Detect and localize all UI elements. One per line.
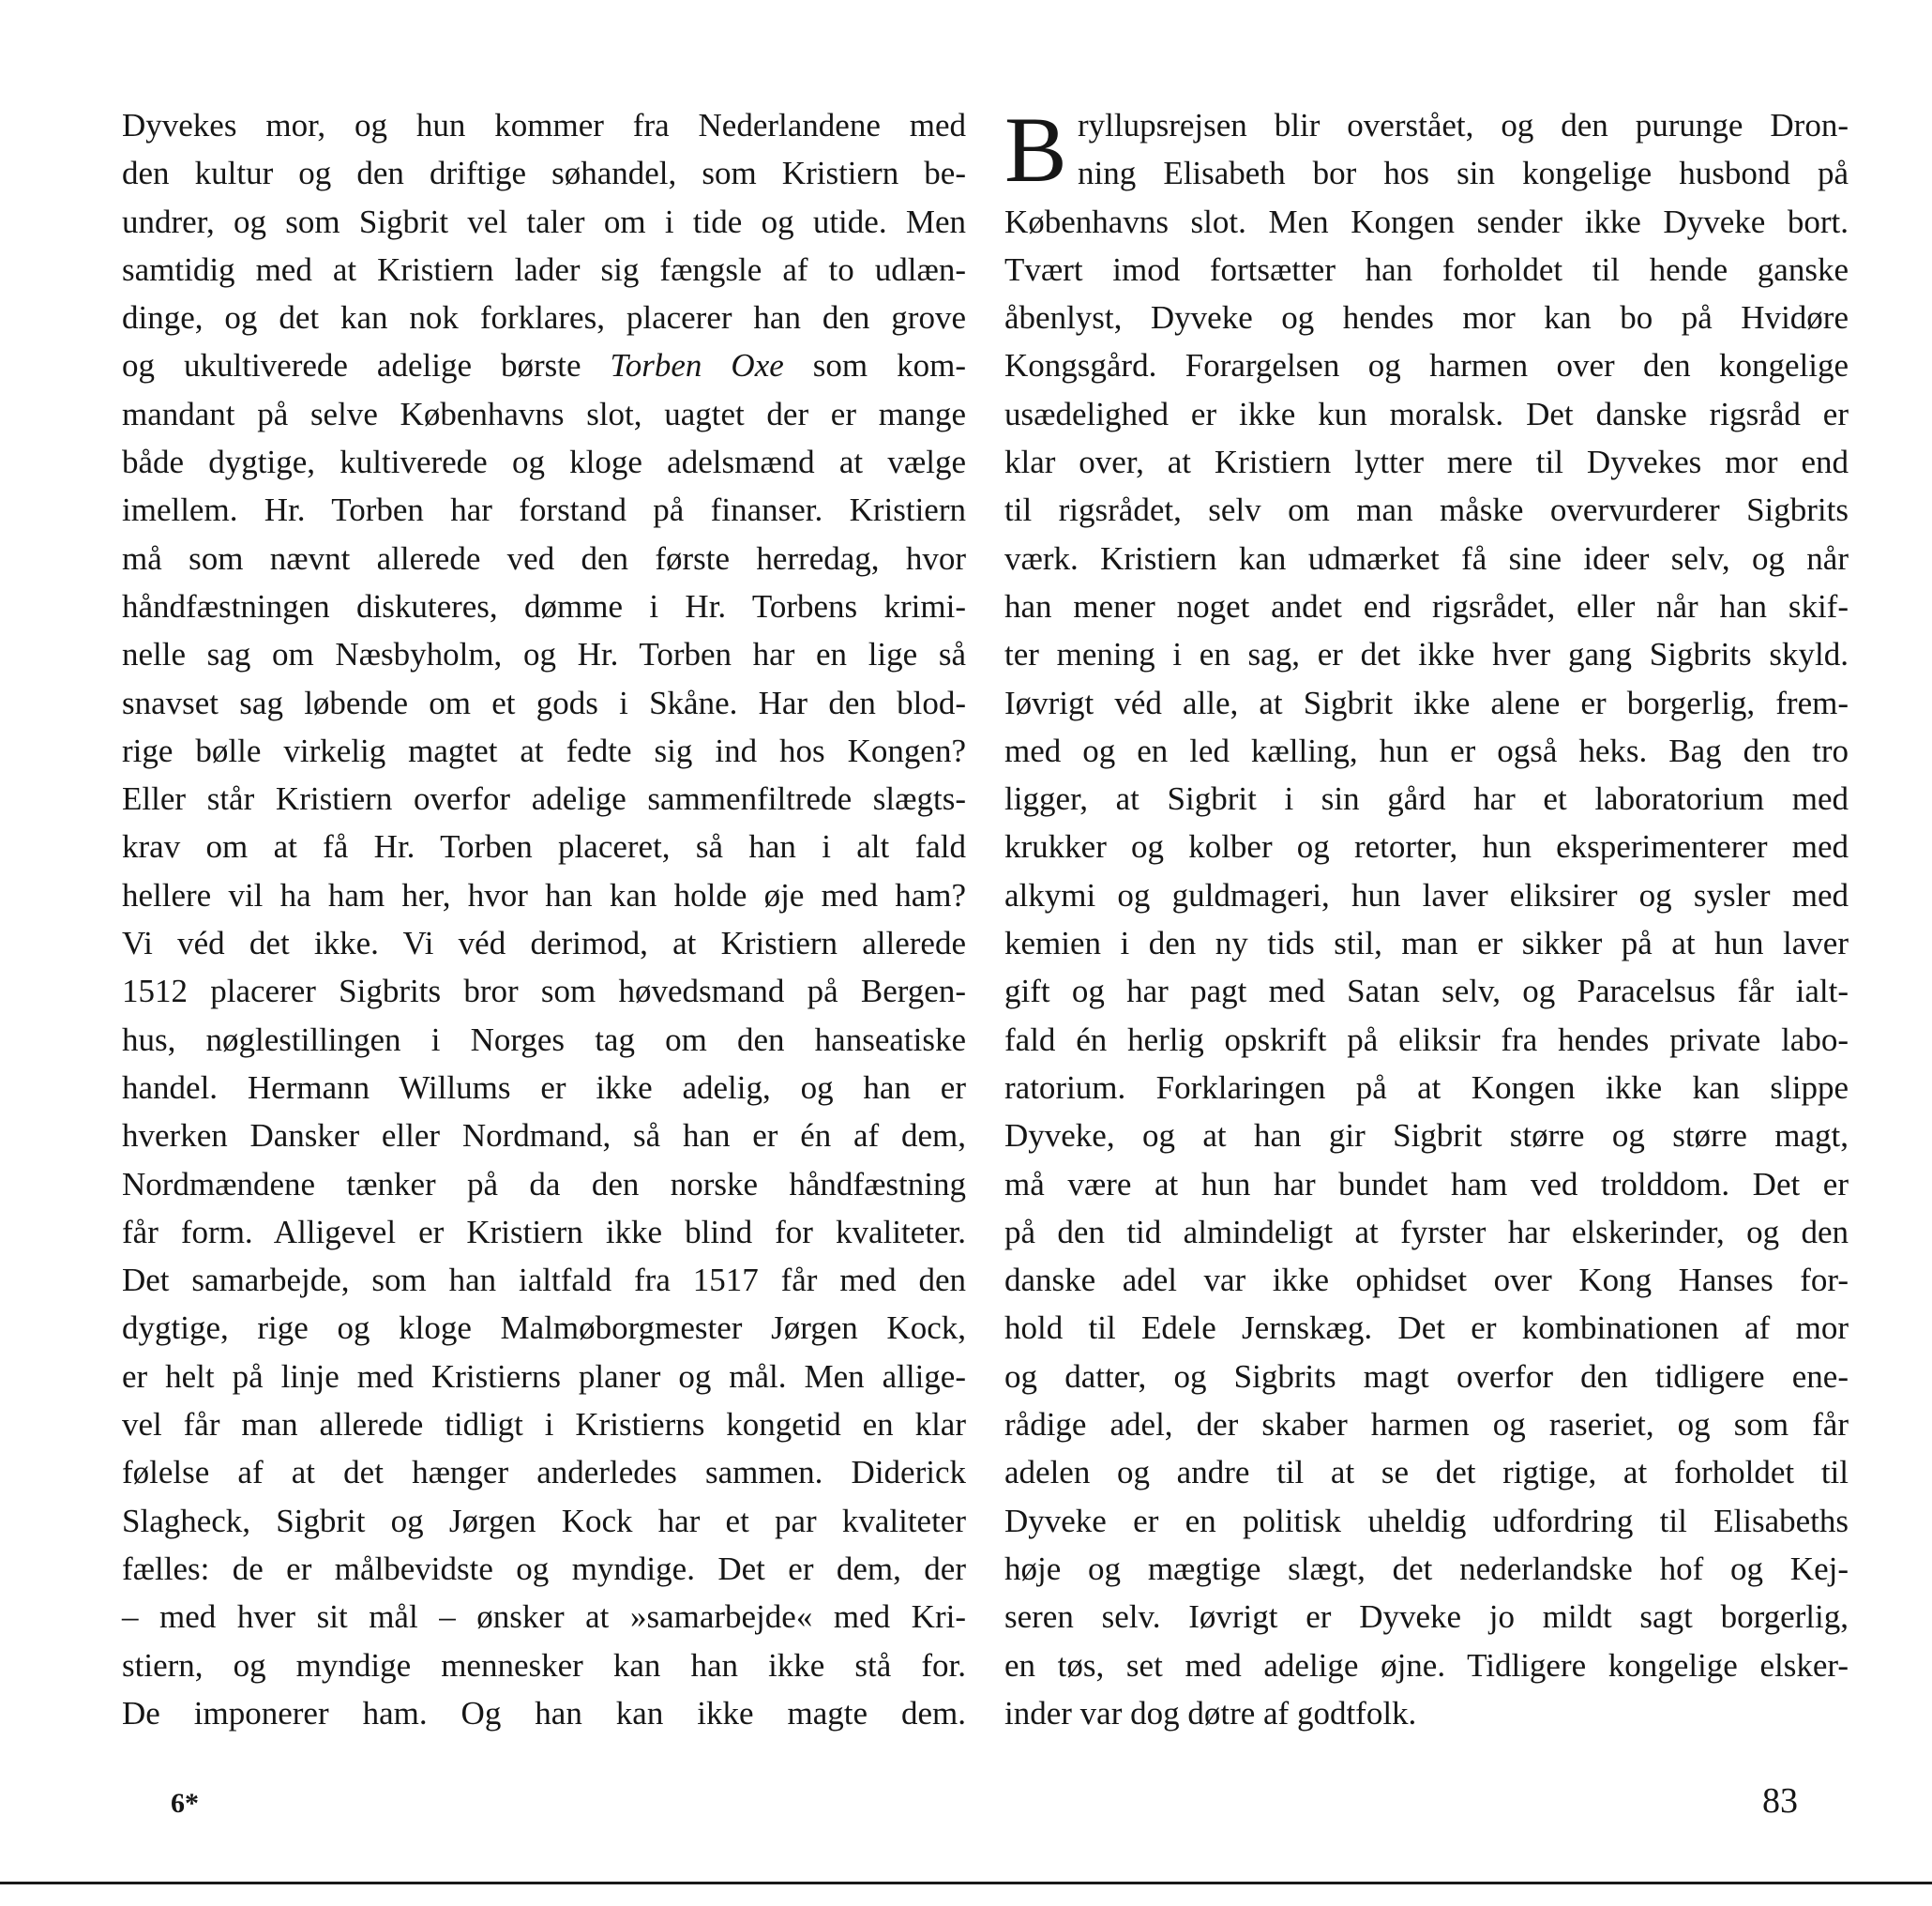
text-line: undrer, og som Sigbrit vel taler om i tide og utide. Men: [122, 203, 966, 240]
text-line: høje og mægtige slægt, det nederlandske hof og Kej-: [1004, 1550, 1849, 1587]
text-line: både dygtige, kultiverede og kloge adelsmænd at vælge: [122, 444, 966, 481]
text-line: gift og har pagt med Satan selv, og Paracelsus får ialt-: [1004, 973, 1849, 1010]
text-line: Dyveke er en politisk uheldig udfordring til Elisabeths: [1004, 1502, 1849, 1539]
text-line: på den tid almindeligt at fyrster har elskerinder, og den: [1004, 1213, 1849, 1250]
text-line: ter mening i en sag, er det ikke hver gang Sigbrits skyld.: [1004, 636, 1849, 673]
text-line: klar over, at Kristiern lytter mere til Dyvekes mor end: [1004, 444, 1849, 481]
text-line: hold til Edele Jernskæg. Det er kombinationen af mor: [1004, 1309, 1849, 1347]
text-line: og datter, og Sigbrits magt overfor den tidligere ene-: [1004, 1357, 1849, 1395]
text-line: han mener noget andet end rigsrådet, eller når han skif-: [1004, 587, 1849, 625]
text-line: adelen og andre til at se det rigtige, at forholdet til: [1004, 1454, 1849, 1491]
page-number: 83: [1762, 1781, 1798, 1821]
text-line: Iøvrigt véd alle, at Sigbrit ikke alene er borgerlig, frem-: [1004, 684, 1849, 721]
text-line: danske adel var ikke ophidset over Kong Hanses for-: [1004, 1262, 1849, 1299]
drop-cap: B: [1004, 98, 1067, 202]
text-line: alkymi og guldmageri, hun laver eliksirer og sysler med: [1004, 876, 1849, 914]
text-line: seren selv. Iøvrigt er Dyveke jo mildt sagt borgerlig,: [1004, 1598, 1849, 1636]
text-line: en tøs, set med adelige øjne. Tidligere kongelige elsker-: [1004, 1646, 1849, 1684]
left-column: [122, 101, 966, 1737]
text-line: Eller står Kristiern overfor adelige sammenfiltrede slægts-: [122, 780, 966, 818]
text-line: kemien i den ny tids stil, man er sikker på at hun laver: [1004, 925, 1849, 962]
text-segment: som kom-: [783, 347, 966, 385]
text-line: Det samarbejde, som han ialtfald fra 1517 får med den: [122, 1262, 966, 1299]
text-line: krav om at få Hr. Torben placeret, så han i alt fald: [122, 828, 966, 866]
text-line: Nordmændene tænker på da den norske håndfæstning: [122, 1165, 966, 1203]
text-line: De imponerer ham. Og han kan ikke magte dem.: [122, 1694, 966, 1732]
text-line: til rigsrådet, selv om man måske overvurderer Sigbrits: [1004, 492, 1849, 529]
text-line: ryllupsrejsen blir overstået, og den purunge Dron-: [1078, 107, 1849, 144]
text-line: imellem. Hr. Torben har forstand på finanser. Kristiern: [122, 492, 966, 529]
text-line: Dyvekes mor, og hun kommer fra Nederlandene med: [122, 107, 966, 144]
text-line: åbenlyst, Dyveke og hendes mor kan bo på Hvidøre: [1004, 299, 1849, 337]
text-line: dygtige, rige og kloge Malmøborgmester Jørgen Kock,: [122, 1309, 966, 1347]
text-line: er helt på linje med Kristierns planer og mål. Men allige-: [122, 1357, 966, 1395]
text-line: – med hver sit mål – ønsker at »samarbejde« med Kri-: [122, 1598, 966, 1636]
text-line: krukker og kolber og retorter, hun eksperimenterer med: [1004, 828, 1849, 866]
text-line: værk. Kristiern kan udmærket få sine ideer selv, og når: [1004, 539, 1849, 577]
text-line: må som nævnt allerede ved den første herredag, hvor: [122, 539, 966, 577]
text-line: hellere vil ha ham her, hvor han kan holde øje med ham?: [122, 876, 966, 914]
text-line: inder var dog døtre af godtfolk.: [1004, 1694, 1417, 1732]
text-line: må være at hun har bundet ham ved trolddom. Det er: [1004, 1165, 1849, 1203]
text-line-with-name: [122, 341, 966, 389]
text-line: Vi véd det ikke. Vi véd derimod, at Kristiern allerede: [122, 925, 966, 962]
text-line: Dyveke, og at han gir Sigbrit større og større magt,: [1004, 1117, 1849, 1155]
text-line: ning Elisabeth bor hos sin kongelige husbond på: [1078, 155, 1849, 192]
text-line: ratorium. Forklaringen på at Kongen ikke kan slippe: [1004, 1068, 1849, 1106]
bottom-rule: [0, 1882, 1932, 1884]
text-line: rådige adel, der skaber harmen og raseriet, og som får: [1004, 1406, 1849, 1444]
italic-name: Torben Oxe: [610, 347, 784, 385]
right-column: [1004, 98, 1849, 1737]
text-line: Slagheck, Sigbrit og Jørgen Kock har et par kvaliteter: [122, 1502, 966, 1539]
text-line: stiern, og myndige mennesker kan han ikke stå for.: [122, 1646, 966, 1684]
text-line: ligger, at Sigbrit i sin gård har et laboratorium med: [1004, 780, 1849, 818]
text-line: nelle sag om Næsbyholm, og Hr. Torben har en lige så: [122, 636, 966, 673]
text-line: samtidig med at Kristiern lader sig fængsle af to udlæn-: [122, 250, 966, 288]
text-line: rige bølle virkelig magtet at fedte sig ind hos Kongen?: [122, 732, 966, 769]
text-line: med og en led kælling, hun er også heks. Bag den tro: [1004, 732, 1849, 769]
text-line: Kongsgård. Forargelsen og harmen over den kongelige: [1004, 347, 1849, 385]
text-line: handel. Hermann Willums er ikke adelig, og han er: [122, 1068, 966, 1106]
text-line: Tvært imod fortsætter han forholdet til hende ganske: [1004, 250, 1849, 288]
text-line: mandant på selve Københavns slot, uagtet der er mange: [122, 395, 966, 432]
text-line: får form. Alligevel er Kristiern ikke blind for kvaliteter.: [122, 1213, 966, 1250]
text-line: usædelighed er ikke kun moralsk. Det danske rigsråd er: [1004, 395, 1849, 432]
text-line: fælles: de er målbevidste og myndige. Det er dem, der: [122, 1550, 966, 1587]
text-line: 1512 placerer Sigbrits bror som høvedsmand på Bergen-: [122, 973, 966, 1010]
text-line: snavset sag løbende om et gods i Skåne. Har den blod-: [122, 684, 966, 721]
text-line: fald én herlig opskrift på eliksir fra hendes private labo-: [1004, 1021, 1849, 1058]
text-line: den kultur og den driftige søhandel, som Kristiern be-: [122, 155, 966, 192]
text-line: hus, nøglestillingen i Norges tag om den hanseatiske: [122, 1021, 966, 1058]
text-line: dinge, og det kan nok forklares, placerer han den grove: [122, 299, 966, 337]
text-line: hverken Dansker eller Nordmand, så han er én af dem,: [122, 1117, 966, 1155]
text-line: følelse af at det hænger anderledes sammen. Diderick: [122, 1454, 966, 1491]
text-segment: og ukultiverede adelige børste: [122, 347, 611, 385]
text-line: Københavns slot. Men Kongen sender ikke Dyveke bort.: [1004, 203, 1849, 240]
text-line: vel får man allerede tidligt i Kristierns kongetid en klar: [122, 1406, 966, 1444]
signature-mark: 6*: [171, 1788, 199, 1819]
text-line: håndfæstningen diskuteres, dømme i Hr. Torbens krimi-: [122, 587, 966, 625]
